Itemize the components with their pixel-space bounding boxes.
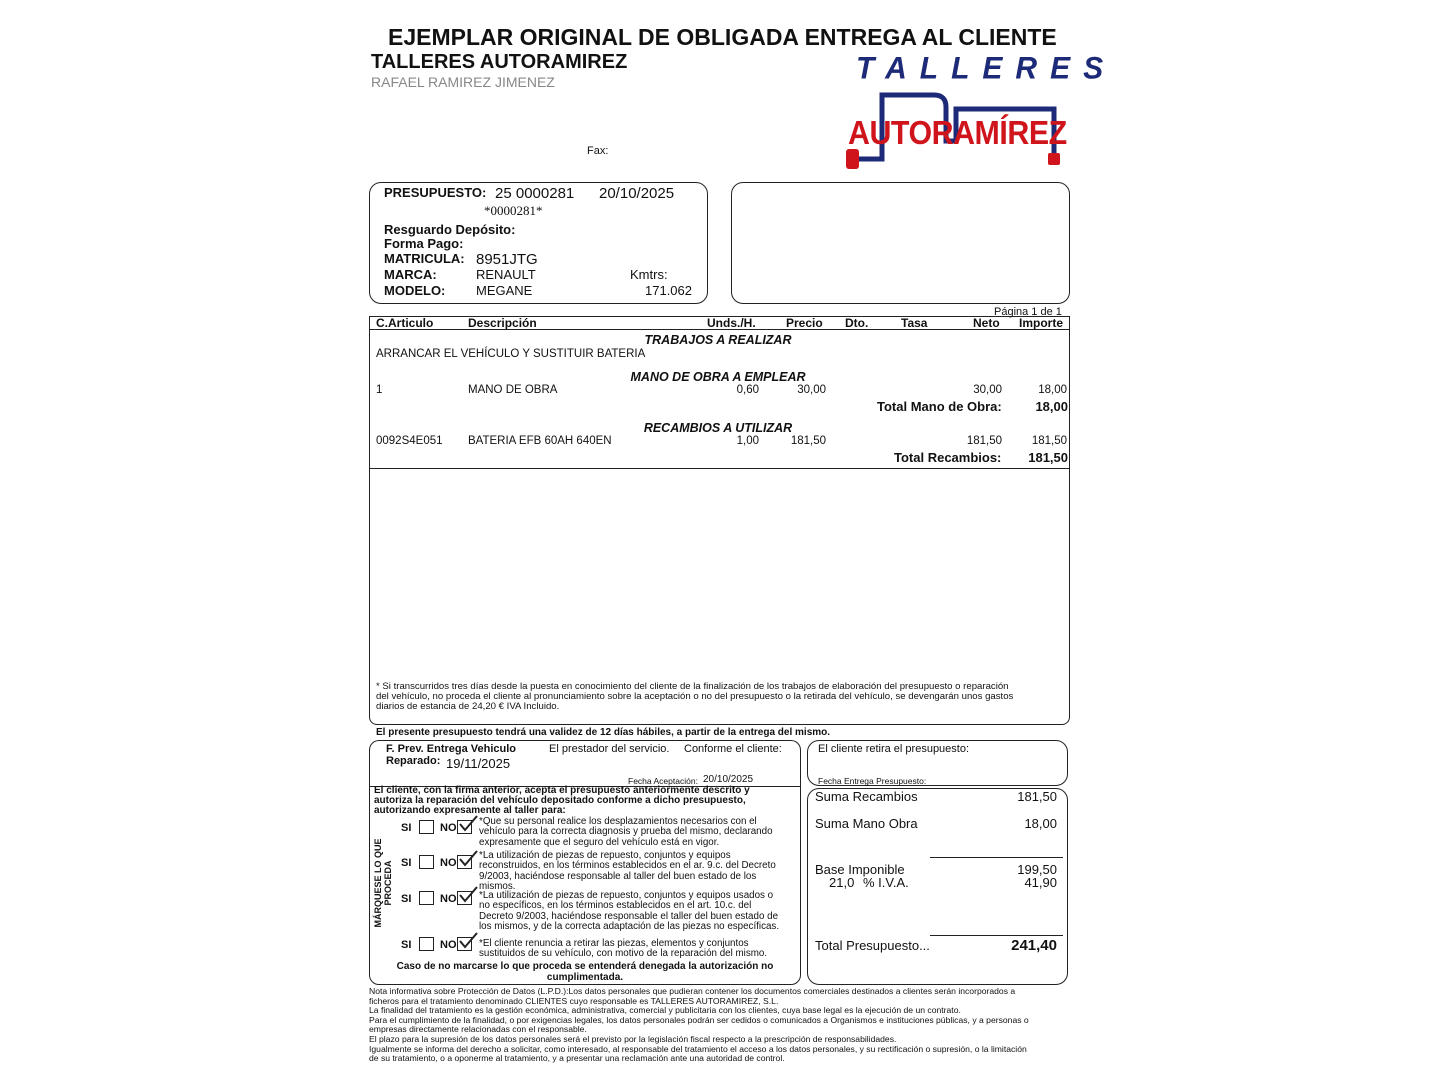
matricula-value: 8951JTG — [476, 251, 538, 268]
total-presupuesto-value: 241,40 — [1011, 937, 1057, 954]
no-label-4: NO — [440, 939, 457, 951]
presupuesto-number: 25 0000281 — [495, 185, 575, 202]
prestador-label: El prestador del servicio. — [549, 743, 670, 755]
mano-articulo: 1 — [376, 384, 383, 396]
fecha-aceptacion-label: Fecha Aceptación: — [628, 776, 698, 786]
si-checkbox-3[interactable] — [419, 891, 434, 905]
logo-top-text: TALLERES — [856, 51, 1117, 86]
recambio-precio: 181,50 — [790, 435, 826, 447]
trabajo-description: ARRANCAR EL VEHÍCULO Y SUSTITUIR BATERIA — [376, 348, 646, 360]
marca-label: MARCA: — [384, 267, 437, 282]
page-label: Página 1 de 1 — [994, 306, 1062, 318]
col-header-unds: Unds./H. — [707, 316, 756, 330]
no-label-2: NO — [440, 857, 457, 869]
recambio-neto: 181,50 — [966, 435, 1002, 447]
total-recambios-value: 181,50 — [1028, 450, 1068, 465]
iva-rate: 21,0 — [829, 875, 855, 890]
authorization-intro: El cliente, con la firma anterior, acepta el presupuesto anteriormente descrito y autoriza la reparación del vehículo depositado conforme a dicho presupuesto, autorizando expresamente al taller para: — [374, 785, 750, 816]
suma-mano-value: 18,00 — [1024, 816, 1057, 831]
col-header-precio: Precio — [786, 316, 823, 330]
authorization-item-2: *La utilización de piezas de repuesto, conjuntos y equipos reconstruidos, en los términos establecidos en el ar. 9.c. del Decreto 9/2003, haciéndose responsable al taller del buen estado de los mismos. — [479, 850, 776, 893]
section-recambios: RECAMBIOS A UTILIZAR — [643, 421, 793, 435]
fecha-aceptacion-value: 20/10/2025 — [703, 774, 754, 785]
recambio-articulo: 0092S4E051 — [376, 435, 443, 447]
forma-pago-label: Forma Pago: — [384, 236, 464, 251]
suma-mano-label: Suma Mano Obra — [815, 816, 918, 831]
presupuesto-date: 20/10/2025 — [599, 185, 675, 202]
reparado-label: Reparado: — [386, 755, 441, 767]
storage-note: * Si transcurridos tres días desde la puesta en conocimiento del cliente de la finalización de los trabajos de elaboración del presupuesto o reparación del vehículo, no proceda el cliente al pronunciamiento sobre la aceptación o no del presupuesto o la retirada del vehículo, se devengarán unos gastos diarios de estancia de 24,20 € IVA Incluido. — [376, 681, 1014, 712]
suma-recambios-value: 181,50 — [1017, 789, 1057, 804]
checkmark-icon — [457, 849, 479, 871]
owner-name: RAFAEL RAMIREZ JIMENEZ — [371, 74, 555, 90]
recambio-unds: 1,00 — [736, 435, 759, 447]
total-divider — [930, 935, 1063, 936]
section-trabajos: TRABAJOS A REALIZAR — [644, 333, 792, 347]
col-header-dto: Dto. — [845, 316, 869, 330]
section-mano-obra: MANO DE OBRA A EMPLEAR — [630, 370, 806, 384]
modelo-label: MODELO: — [384, 283, 446, 298]
client-box — [731, 182, 1070, 304]
si-checkbox-4[interactable] — [419, 937, 434, 951]
kmtrs-label: Kmtrs: — [630, 267, 668, 282]
mano-importe: 18,00 — [1038, 384, 1067, 396]
subtotal-divider — [930, 857, 1063, 858]
validity-note: El presente presupuesto tendrá una validez de 12 días hábiles, a partir de la entrega del mismo. — [376, 727, 831, 738]
presupuesto-label: PRESUPUESTO: — [384, 185, 487, 200]
mano-neto: 30,00 — [973, 384, 1002, 396]
iva-value: 41,90 — [1024, 875, 1057, 890]
si-label-4: SI — [401, 939, 412, 951]
si-checkbox-1[interactable] — [419, 820, 434, 834]
total-mano-label: Total Mano de Obra: — [877, 399, 1002, 414]
si-label-2: SI — [401, 857, 412, 869]
kmtrs-value: 171.062 — [645, 283, 692, 298]
authorization-item-4: *El cliente renuncia a retirar las piezas, elementos y conjuntos sustituidos de su vehículo, con motivo de la reparación del mismo. — [479, 938, 768, 960]
authorization-item-1: *Que su personal realice los desplazamientos necesarios con el vehículo para la correcta diagnosis y prueba del mismo, declarando expresamente que el seguro del vehículo está en vigor. — [479, 816, 773, 848]
recambio-descripcion: BATERIA EFB 60AH 640EN — [468, 435, 612, 447]
company-name: TALLERES AUTORAMIREZ — [371, 51, 628, 73]
logo-main-text: AUTORAMÍREZ — [848, 114, 1067, 151]
matricula-label: MATRICULA: — [384, 251, 465, 266]
f-prev-label: F. Prev. Entrega Vehiculo — [386, 743, 517, 755]
data-protection-notice: Nota informativa sobre Protección de Datos (L.P.D.):Los datos personales que pudieran contener los documentos comerciales destinados a clientes serán incorporados a ficheros para el tratamiento denominado CLIENTES cuyo responsable es TALLERES AUTORAMIREZ, S.L. La finalidad del tratamiento es la gestión económica, administrativa, comercial y publicitaria con los clientes, cuya base legal es la ejecución de un contrato. Para el cumplimiento de la finalidad, o por exigencias legales, los datos personales podrán ser cedidos o comunicados a Organismos e instituciones públicas, y a personas o empresas directamente relacionadas con el responsable. El plazo para la supresión de los datos personales será el previsto por la legislación fiscal respecto a la prescripción de responsabilidades. Igualmente se informa del derecho a solicitar, como interesado, al responsable del tratamiento el acceso a los datos personales, y su rectificación o supresión, o la limitación de su tratamiento, o a oponerme al tratamiento, y a presentar una reclamación ante una autoridad de control. — [369, 986, 1029, 1064]
checkmark-icon — [457, 931, 479, 953]
si-label-3: SI — [401, 893, 412, 905]
cliente-retira-label: El cliente retira el presupuesto: — [818, 743, 970, 755]
main-title: EJEMPLAR ORIGINAL DE OBLIGADA ENTREGA AL CLIENTE — [388, 24, 1057, 50]
suma-recambios-label: Suma Recambios — [815, 789, 918, 804]
marca-value: RENAULT — [476, 267, 536, 282]
mark-instruction-label: MÁRQUESE LO QUE PROCEDA — [373, 838, 393, 928]
total-presupuesto-label: Total Presupuesto... — [815, 938, 930, 953]
col-header-articulo: C.Articulo — [376, 316, 434, 330]
fecha-entrega-label: Fecha Entrega Presupuesto: — [818, 776, 927, 786]
conforme-label: Conforme el cliente: — [684, 743, 782, 755]
total-mano-value: 18,00 — [1035, 399, 1068, 414]
fax-label: Fax: — [587, 145, 609, 157]
si-label-1: SI — [401, 822, 412, 834]
checkmark-icon — [457, 814, 479, 836]
resguardo-label: Resguardo Depósito: — [384, 222, 516, 237]
mano-precio: 30,00 — [797, 384, 826, 396]
authorization-item-3: *La utilización de piezas de repuesto, conjuntos y equipos usados o no específicos, en los términos establecidos en el art. 10.c. del Decreto 9/2003, haciéndose responsable el taller del buen estado de los mismos, y de la correcta adaptación de las piezas no específicas. — [479, 890, 780, 933]
recambio-importe: 181,50 — [1031, 435, 1067, 447]
base-imponible-label: Base Imponible — [815, 862, 905, 877]
reparado-date: 19/11/2025 — [446, 756, 511, 771]
col-header-tasa: Tasa — [901, 316, 928, 330]
col-header-descripcion: Descripción — [468, 316, 537, 330]
base-imponible-value: 199,50 — [1017, 862, 1057, 877]
company-logo — [842, 51, 1117, 177]
col-header-neto: Neto — [973, 316, 1000, 330]
table-body-divider — [369, 468, 1070, 469]
no-label-3: NO — [440, 893, 457, 905]
barcode-text: *0000281* — [484, 203, 543, 218]
total-recambios-label: Total Recambios: — [894, 450, 1002, 465]
iva-label: % I.V.A. — [863, 875, 909, 890]
modelo-value: MEGANE — [476, 283, 533, 298]
no-label-1: NO — [440, 822, 457, 834]
mano-unds: 0,60 — [736, 384, 759, 396]
checkmark-icon — [457, 885, 479, 907]
authorization-footer: Caso de no marcarse lo que proceda se entenderá denegada la autorización no cumplimentada. — [396, 961, 774, 983]
si-checkbox-2[interactable] — [419, 855, 434, 869]
mano-descripcion: MANO DE OBRA — [468, 384, 558, 396]
col-header-importe: Importe — [1019, 316, 1064, 330]
